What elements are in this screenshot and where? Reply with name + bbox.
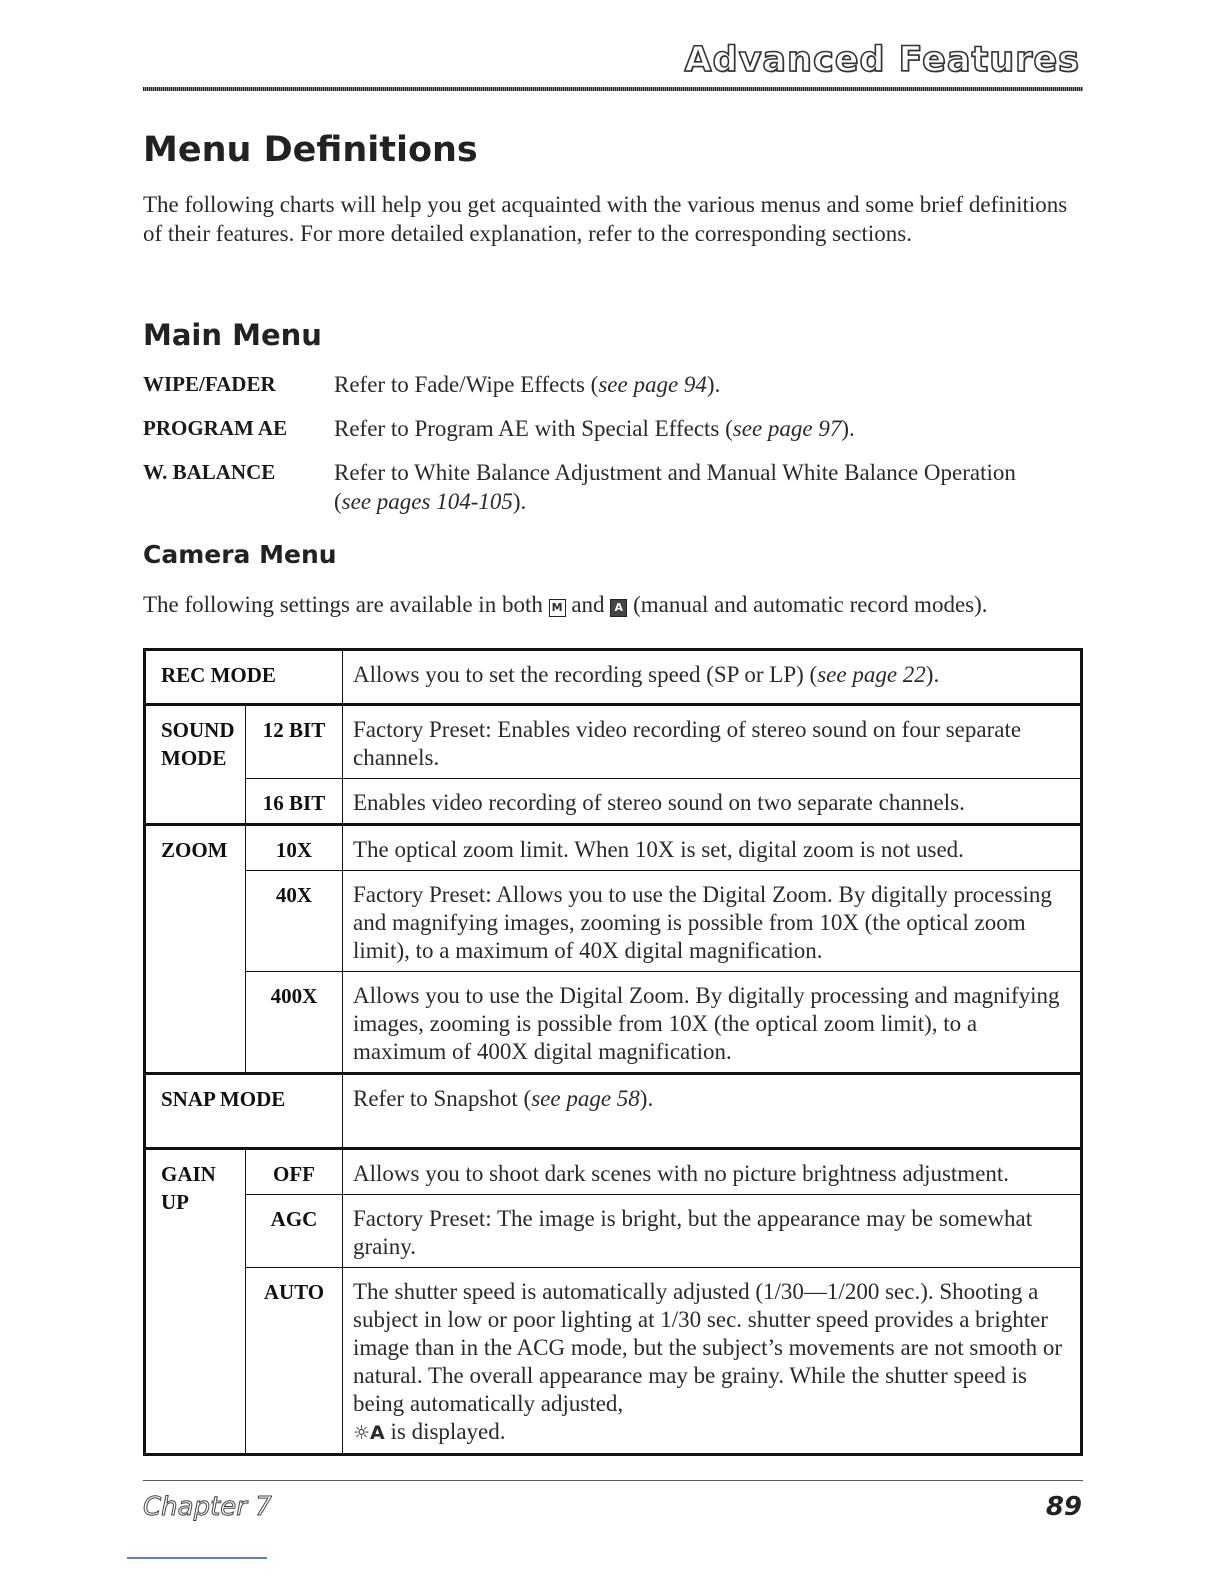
table-row xyxy=(145,1268,1082,1455)
definition-cell: Allows you to use the Digital Zoom. By digitally processing and magnifying images, zooming is possible from 10X (the optical zoom limit), to a maximum of 400X digital magnification. xyxy=(343,972,1082,1074)
camera-menu-table xyxy=(143,648,1083,1456)
page-title: Menu Definitions xyxy=(143,130,478,170)
term-cell: GAIN UP xyxy=(145,1149,246,1455)
camera-menu-intro: The following settings are available in both M and A (manual and automatic record modes). xyxy=(143,592,988,617)
definition: Refer to Program AE with Special Effects (see page 97). xyxy=(334,416,855,441)
option-cell: 400X xyxy=(246,972,343,1074)
term-cell: REC MODE xyxy=(145,650,343,705)
definition-cell: Refer to Snapshot (see page 58). xyxy=(343,1074,1082,1149)
definition-cell: The optical zoom limit. When 10X is set, digital zoom is not used. xyxy=(343,825,1082,871)
definition-cell: Enables video recording of stereo sound on two separate channels. xyxy=(343,779,1082,825)
table-row xyxy=(145,1149,1082,1195)
auto-mode-icon: A xyxy=(610,599,627,617)
table-row xyxy=(145,1074,1082,1149)
definition-cell: Factory Preset: Enables video recording of stereo sound on four separate channels. xyxy=(343,705,1082,779)
header-rule xyxy=(143,87,1083,91)
manual-mode-icon: M xyxy=(549,599,566,617)
table-row xyxy=(145,779,1082,825)
term: PROGRAM AE xyxy=(143,416,288,440)
definition-cell: Factory Preset: Allows you to use the Digital Zoom. By digitally processing and magnifying images, zooming is possible from 10X (the optical zoom limit), to a maximum of 40X digital magnification. xyxy=(343,871,1082,972)
main-menu-heading: Main Menu xyxy=(143,318,322,352)
definition-cell: Allows you to set the recording speed (SP or LP) (see page 22). xyxy=(343,650,1082,705)
link-underline xyxy=(127,1557,267,1559)
definition-cell: Factory Preset: The image is bright, but the appearance may be somewhat grainy. xyxy=(343,1195,1082,1268)
auto-shutter-indicator-icon: ☼A xyxy=(353,1422,385,1444)
term-cell: SNAP MODE xyxy=(145,1074,343,1149)
definition: Refer to Fade/Wipe Effects (see page 94). xyxy=(334,372,721,397)
option-cell: AUTO xyxy=(246,1268,343,1455)
option-cell: OFF xyxy=(246,1149,343,1195)
running-header: Advanced Features xyxy=(684,40,1080,80)
term-cell: SOUND MODE xyxy=(145,705,246,825)
intro-paragraph: The following charts will help you get acquainted with the various menus and some brief definitions of their features. For more detailed explanation, refer to the corresponding sections. xyxy=(143,192,1068,246)
table-row xyxy=(145,972,1082,1074)
term-cell: ZOOM xyxy=(145,825,246,1074)
table-row xyxy=(145,1195,1082,1268)
table-row xyxy=(145,705,1082,779)
table-row xyxy=(145,871,1082,972)
option-cell: 10X xyxy=(246,825,343,871)
table-row xyxy=(145,825,1082,871)
definition: Refer to White Balance Adjustment and Manual White Balance Operation (see pages 104-105). xyxy=(334,460,1016,514)
definition-cell: The shutter speed is automatically adjusted (1/30—1/200 sec.). Shooting a subject in low or poor lighting at 1/30 sec. shutter speed provides a brighter image than in the ACG mode, but the subject’s movements are not smooth or natural. The overall appearance may be grainy. While the shutter speed is being automatically adjusted, ☼A is displayed. xyxy=(343,1268,1082,1455)
option-cell: 12 BIT xyxy=(246,705,343,779)
term: WIPE/FADER xyxy=(143,372,276,396)
term: W. BALANCE xyxy=(143,460,276,484)
footer-rule xyxy=(143,1480,1083,1481)
option-cell: AGC xyxy=(246,1195,343,1268)
chapter-label: Chapter 7 xyxy=(143,1492,272,1522)
option-cell: 40X xyxy=(246,871,343,972)
option-cell: 16 BIT xyxy=(246,779,343,825)
camera-menu-heading: Camera Menu xyxy=(143,540,337,569)
page-number: 89 xyxy=(1045,1492,1082,1522)
definition-cell: Allows you to shoot dark scenes with no picture brightness adjustment. xyxy=(343,1149,1082,1195)
table-row xyxy=(145,650,1082,705)
